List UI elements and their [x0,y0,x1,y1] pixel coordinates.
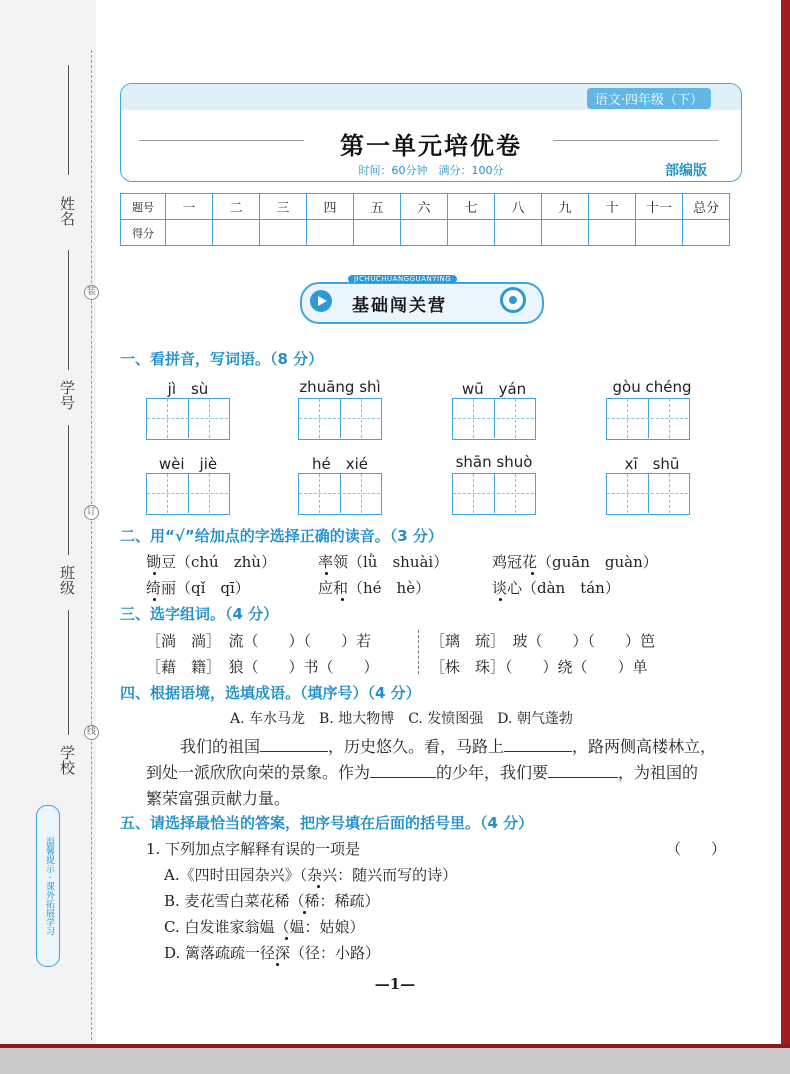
question-5-stem: 1. 下列加点字解释有误的一项是 [146,840,361,858]
class-label: 班级 [58,565,76,595]
school-label: 学校 [58,745,76,775]
table-cell: 总分 [683,194,730,220]
answer-blank[interactable] [260,751,328,752]
emphasis-dot [317,885,320,888]
score-cell[interactable] [260,220,307,246]
table-cell: 二 [213,194,260,220]
play-icon [310,290,332,312]
table-cell: 十一 [636,194,683,220]
passage-text: ，为祖国的 [618,763,699,782]
score-cell[interactable] [589,220,636,246]
paper-title: 第一单元培优卷 [340,131,522,160]
question-3-heading: 三、选字组词。（4 分） [120,605,279,623]
reading-option: 绮丽（qǐ qī） [146,579,250,597]
passage-line-3: 繁荣富强贡献力量。 [146,789,291,808]
section-title: 基础闯关营 [352,296,447,316]
score-cell[interactable] [683,220,730,246]
passage-text: ，历史悠久。看，马路上 [328,737,505,756]
table-cell: 十 [589,194,636,220]
column-divider [418,630,419,674]
score-cell[interactable] [401,220,448,246]
pinyin-label: jì sù [167,380,209,398]
writing-box[interactable] [146,398,230,440]
reading-option: 锄豆（chú zhù） [146,553,276,571]
writing-box[interactable] [606,398,690,440]
score-cell[interactable] [166,220,213,246]
table-row [121,220,730,246]
emphasis-dot [325,572,328,575]
reading-option: 率领（lǜ shuài） [318,553,449,571]
score-cell[interactable] [354,220,401,246]
tip-badge: 温馨提示 · 课外拓展学习 [36,805,60,967]
class-line [68,425,69,555]
title-rule-right [553,140,718,141]
binding-dashed-line [91,50,92,1040]
table-cell: 三 [260,194,307,220]
pinyin-label: zhuāng shì [299,378,381,396]
pinyin-label: xī shū [624,455,680,473]
table-cell: 题号 [121,194,166,220]
emphasis-dot [153,572,156,575]
emphasis-dot [153,598,156,601]
section-pinyin: JICHUCHUANGGUANYING [348,275,457,283]
pinyin-label: hé xié [311,455,368,473]
writing-box[interactable] [452,398,536,440]
choice-a: A.《四时田园杂兴》（杂兴：随兴而写的诗） [164,866,458,884]
passage-line-2 [146,760,698,783]
answer-paren[interactable]: （ ） [666,840,727,858]
choice-c: C. 白发谁家翁媪（媪：姑娘） [164,918,365,936]
page-number: —1— [374,975,416,993]
grade-label: 语文·四年级（下） [587,88,711,109]
edition-label: 部编版 [665,163,707,179]
score-cell[interactable] [448,220,495,246]
question-4-heading: 四、根据语境，选填成语。（填序号）（4 分） [120,684,421,702]
word-group: ［璃 琉］ 玻（ ）（ ）笆 [430,632,656,650]
table-cell: 四 [307,194,354,220]
passage-text: ，路两侧高楼林立， [572,737,717,756]
name-label: 姓名 [58,196,76,226]
student-id-label: 学号 [58,380,76,410]
writing-box[interactable] [452,473,536,515]
table-cell: 一 [166,194,213,220]
pinyin-label: wèi jiè [158,455,218,473]
binding-marker: 线 [84,725,99,740]
passage-text: 到处一派欣欣向荣的景象。作为 [146,763,371,782]
table-row [121,194,730,220]
idiom-options: A. 车水马龙 B. 地大物博 C. 发愤图强 D. 朝气蓬勃 [230,711,573,727]
writing-box[interactable] [298,398,382,440]
reading-option: 鸡冠花（guān guàn） [492,553,658,571]
score-table [120,193,730,246]
school-line [68,610,69,735]
section-banner [300,275,544,324]
table-cell: 八 [495,194,542,220]
table-cell: 七 [448,194,495,220]
pinyin-label: shān shuò [455,453,533,471]
choice-d: D. 篱落疏疏一径深（径：小路） [164,944,381,962]
score-cell[interactable] [307,220,354,246]
binding-marker: 装 [84,285,99,300]
question-1-heading: 一、看拼音，写词语。（8 分） [120,350,324,368]
reading-option: 应和（hé hè） [318,579,431,597]
reading-option: 谈心（dàn tán） [492,579,620,597]
pinyin-label: gòu chéng [612,378,692,396]
emphasis-dot [303,911,306,914]
emphasis-dot [285,937,288,940]
score-cell[interactable] [636,220,683,246]
question-5-heading: 五、请选择最恰当的答案，把序号填在后面的括号里。（4 分） [120,814,534,832]
passage-text: 的少年，我们要 [436,763,549,782]
emphasis-dot [499,598,502,601]
binding-marker: 订 [84,505,99,520]
table-cell: 九 [542,194,589,220]
emphasis-dot [341,598,344,601]
answer-blank[interactable] [504,751,572,752]
word-group: ［株 珠］（ ）绕（ ）单 [430,658,648,676]
choice-b: B. 麦花雪白菜花稀（稀：稀疏） [164,892,380,910]
paper-header [120,83,742,182]
answer-blank[interactable] [548,777,618,778]
target-icon [500,287,526,313]
answer-blank[interactable] [370,777,436,778]
question-2-heading: 二、用“√”给加点的字选择正确的读音。（3 分） [120,527,443,545]
passage-line-1 [180,734,716,757]
right-edge [781,0,790,1070]
emphasis-dot [531,572,534,575]
name-line [68,65,69,175]
student-id-line [68,250,69,370]
word-group: ［藉 籍］ 狼（ ）书（ ） [146,658,379,676]
writing-box[interactable] [298,473,382,515]
table-cell: 五 [354,194,401,220]
time-and-score: 时间：60分钟 满分：100分 [358,164,504,177]
emphasis-dot [276,963,279,966]
score-cell[interactable] [542,220,589,246]
passage-text: 我们的祖国 [180,737,261,756]
writing-box[interactable] [146,473,230,515]
writing-box[interactable] [606,473,690,515]
pinyin-label: wū yán [461,380,527,398]
word-group: ［淌 淌］ 流（ ）（ ）若 [146,632,372,650]
table-cell: 六 [401,194,448,220]
table-cell: 得分 [121,220,166,246]
score-cell[interactable] [213,220,260,246]
score-cell[interactable] [495,220,542,246]
